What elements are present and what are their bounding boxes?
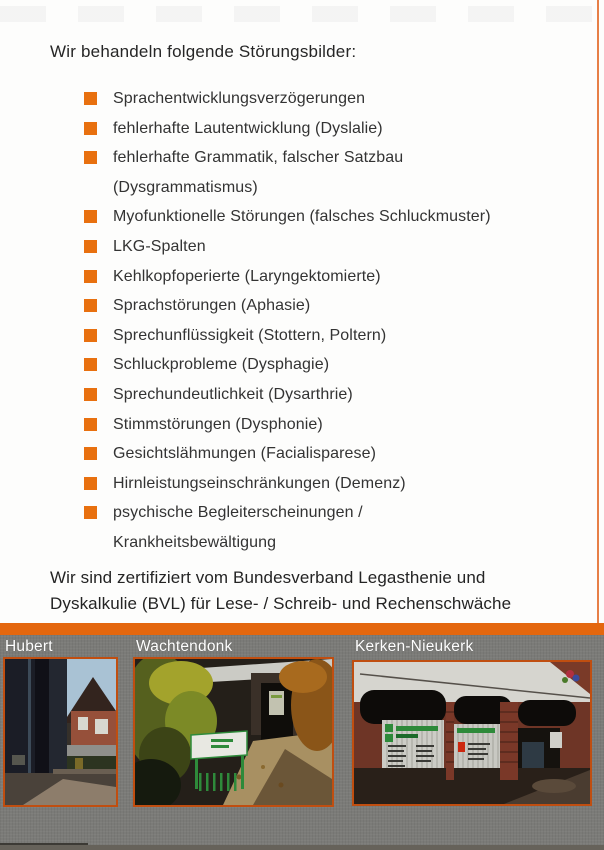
bullet-square-icon — [84, 151, 97, 164]
list-item-text: Myofunktionelle Störungen (falsches Schluckmuster) — [113, 208, 491, 226]
list-item-text: Kehlkopfoperierte (Laryngektomierte) — [113, 267, 381, 285]
photo-kerken-nieukerk — [352, 660, 592, 806]
page-title: Wir behandeln folgende Störungsbilder: — [50, 42, 357, 61]
list-item — [113, 84, 585, 114]
photo-wachtendonk — [133, 657, 334, 807]
list-item — [113, 114, 585, 144]
awning — [360, 690, 446, 724]
list-item-text: Sprachstörungen (Aphasie) — [113, 297, 311, 315]
list-item-text: Schluckprobleme (Dysphagie) — [113, 356, 330, 374]
list-item — [113, 143, 585, 202]
bullet-square-icon — [84, 358, 97, 371]
orange-divider-bar — [0, 623, 604, 635]
scan-artifact-band — [0, 6, 604, 22]
list-item — [113, 291, 585, 321]
drainpipe — [28, 659, 31, 777]
bullet-square-icon — [84, 329, 97, 342]
list-item — [113, 232, 585, 262]
list-item-text: Sprechunflüssigkeit (Stottern, Poltern) — [113, 326, 387, 344]
list-item — [113, 202, 585, 232]
list-item-text: fehlerhafte Lautentwicklung (Dyslalie) — [113, 119, 383, 137]
certification-text — [50, 565, 511, 617]
list-item-text: Hirnleistungseinschränkungen (Demenz) — [113, 474, 406, 492]
location-caption-kerken-nieukerk: Kerken-Nieukerk — [355, 638, 474, 655]
list-item-text: Stimmstörungen (Dysphonie) — [113, 415, 323, 433]
brick-pier — [500, 702, 518, 780]
list-item-text: Krankheitsbewältigung — [113, 533, 277, 551]
list-item-text: Sprachentwicklungsverzögerungen — [113, 90, 366, 107]
poster — [269, 691, 284, 715]
list-item-text: Sprechundeutlichkeit (Dysarthrie) — [113, 385, 353, 403]
photo-strip — [0, 635, 604, 850]
bullet-square-icon — [84, 447, 97, 460]
page-edge-line — [597, 0, 599, 623]
certification-line: Dyskalkulie (BVL) für Lese- / Schreib- und Rechenschwäche — [50, 594, 512, 613]
list-item — [113, 498, 585, 557]
bullet-square-icon — [84, 418, 97, 431]
list-item — [113, 469, 585, 499]
awning — [518, 700, 576, 726]
list-item-text: Gesichtslähmungen (Facialisparese) — [113, 445, 377, 463]
list-item-text: psychische Begleiterscheinungen / — [113, 504, 363, 522]
list-item-text: fehlerhafte Grammatik, falscher Satzbau — [113, 149, 404, 167]
photo-hubert — [3, 657, 118, 807]
bullet-square-icon — [84, 270, 97, 283]
brick-pier — [446, 702, 454, 780]
bullet-square-icon — [84, 299, 97, 312]
list-item — [113, 439, 585, 469]
red-notice — [458, 742, 465, 752]
bullet-square-icon — [84, 210, 97, 223]
bullet-square-icon — [84, 122, 97, 135]
list-item-text: (Dysgrammatismus) — [113, 178, 258, 196]
bullet-square-icon — [84, 388, 97, 401]
bullet-square-icon — [84, 477, 97, 490]
list-item — [113, 410, 585, 440]
list-item-text: LKG-Spalten — [113, 237, 206, 255]
garage-roof — [65, 745, 116, 756]
bullet-square-icon — [84, 240, 97, 253]
certification-line: Wir sind zertifiziert vom Bundesverband Legasthenie und — [50, 568, 486, 587]
scan-artifact-bottom-edge — [0, 845, 604, 850]
list-item — [113, 380, 585, 410]
list-item — [113, 262, 585, 292]
list-item — [113, 350, 585, 380]
list-item — [113, 321, 585, 351]
bullet-square-icon — [84, 92, 97, 105]
bullet-square-icon — [84, 506, 97, 519]
location-caption-hubert: Hubert — [5, 638, 53, 655]
disorder-list — [113, 84, 585, 558]
location-caption-wachtendonk: Wachtendonk — [136, 638, 233, 655]
